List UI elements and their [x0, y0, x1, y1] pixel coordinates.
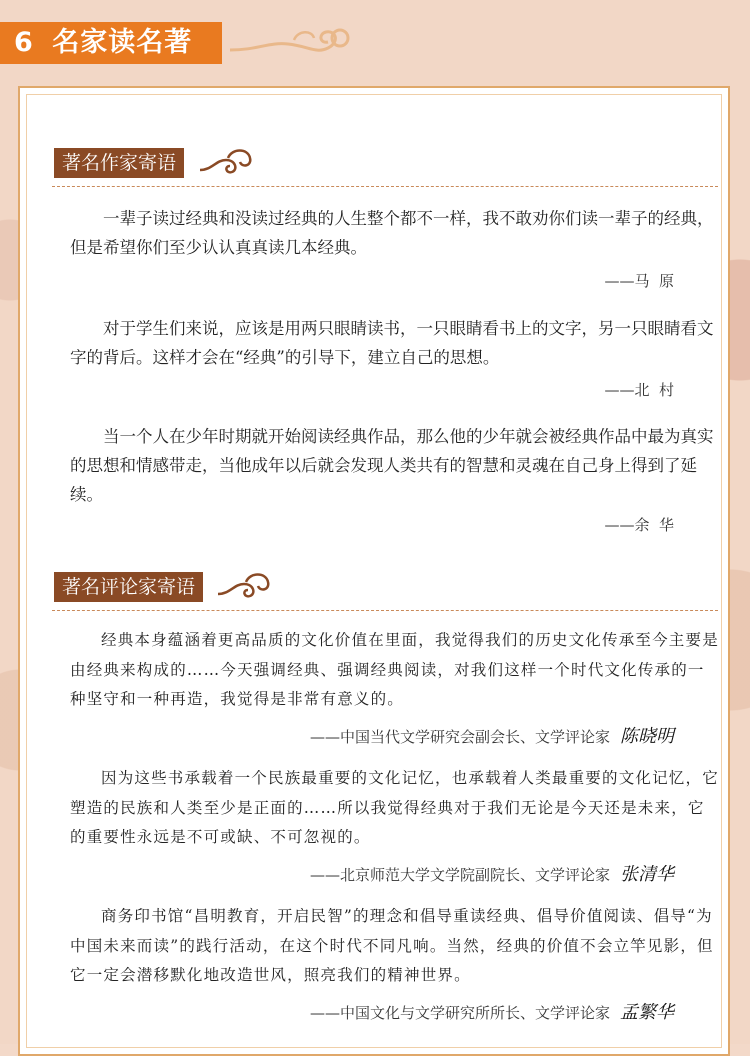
divider — [52, 610, 718, 611]
quote-text: 当一个人在少年时期就开始阅读经典作品，那么他的少年就会被经典作品中最为真实的思想和情感带走，当他成年以后就会发现人类共有的智慧和灵魂在自己身上得到了延续。 — [70, 427, 714, 504]
section-label-writers: 著名作家寄语 — [54, 148, 184, 178]
quote-author — [310, 998, 674, 1024]
quote-author — [310, 722, 674, 748]
section-title: 名家读名著 — [52, 27, 193, 58]
author-title: ——中国当代文学研究会副会长、文学评论家 — [309, 728, 610, 746]
swirl-ornament-icon — [216, 570, 272, 602]
quote-text: 因为这些书承载着一个民族最重要的文化记忆，也承载着人类最重要的文化记忆，它塑造的民族和人类至少是正面的……所以我觉得经典对于我们无论是今天还是未来，它的重要性永远是不可或缺、不可忽视的。 — [70, 769, 719, 846]
divider — [52, 186, 718, 187]
quote-text: 一辈子读过经典和没读过经典的人生整个都不一样，我不敢劝你们读一辈子的经典，但是希望你们至少认认真真读几本经典。 — [70, 209, 714, 257]
author-signature: 张清华 — [620, 864, 674, 885]
quote-text: 经典本身蕴涵着更高品质的文化价值在里面，我觉得我们的历史文化传承至今主要是由经典来构成的……今天强调经典、强调经典阅读，对我们这样一个时代文化传承的一种坚守和一种再造，我觉得是非常有意义的。 — [70, 631, 719, 708]
quote-author: ——余 华 — [604, 516, 674, 534]
author-title: ——中国文化与文学研究所所长、文学评论家 — [309, 1004, 610, 1022]
section-label-critics: 著名评论家寄语 — [54, 572, 203, 602]
author-signature: 孟繁华 — [620, 1002, 674, 1023]
author-signature: 陈晓明 — [620, 726, 674, 747]
quote-author — [310, 860, 674, 886]
quote-author: ——马 原 — [604, 272, 674, 290]
section-header — [0, 22, 222, 64]
quote-author: ——北 村 — [604, 381, 674, 399]
quote-text: 对于学生们来说，应该是用两只眼睛读书，一只眼睛看书上的文字，另一只眼睛看文字的背后。这样才会在“经典”的引导下，建立自己的思想。 — [70, 319, 714, 367]
section-number: 6 — [14, 27, 34, 58]
swirl-ornament-icon — [228, 24, 358, 60]
content-panel — [18, 86, 730, 1056]
quote-text: 商务印书馆“昌明教育，开启民智”的理念和倡导重读经典、倡导价值阅读、倡导“为中国未来而读”的践行活动，在这个时代不同凡响。当然，经典的价值不会立竿见影，但它一定会潜移默化地改造世风，照亮我们的精神世界。 — [70, 907, 714, 984]
swirl-ornament-icon — [198, 146, 254, 178]
author-title: ——北京师范大学文学院副院长、文学评论家 — [309, 866, 610, 884]
